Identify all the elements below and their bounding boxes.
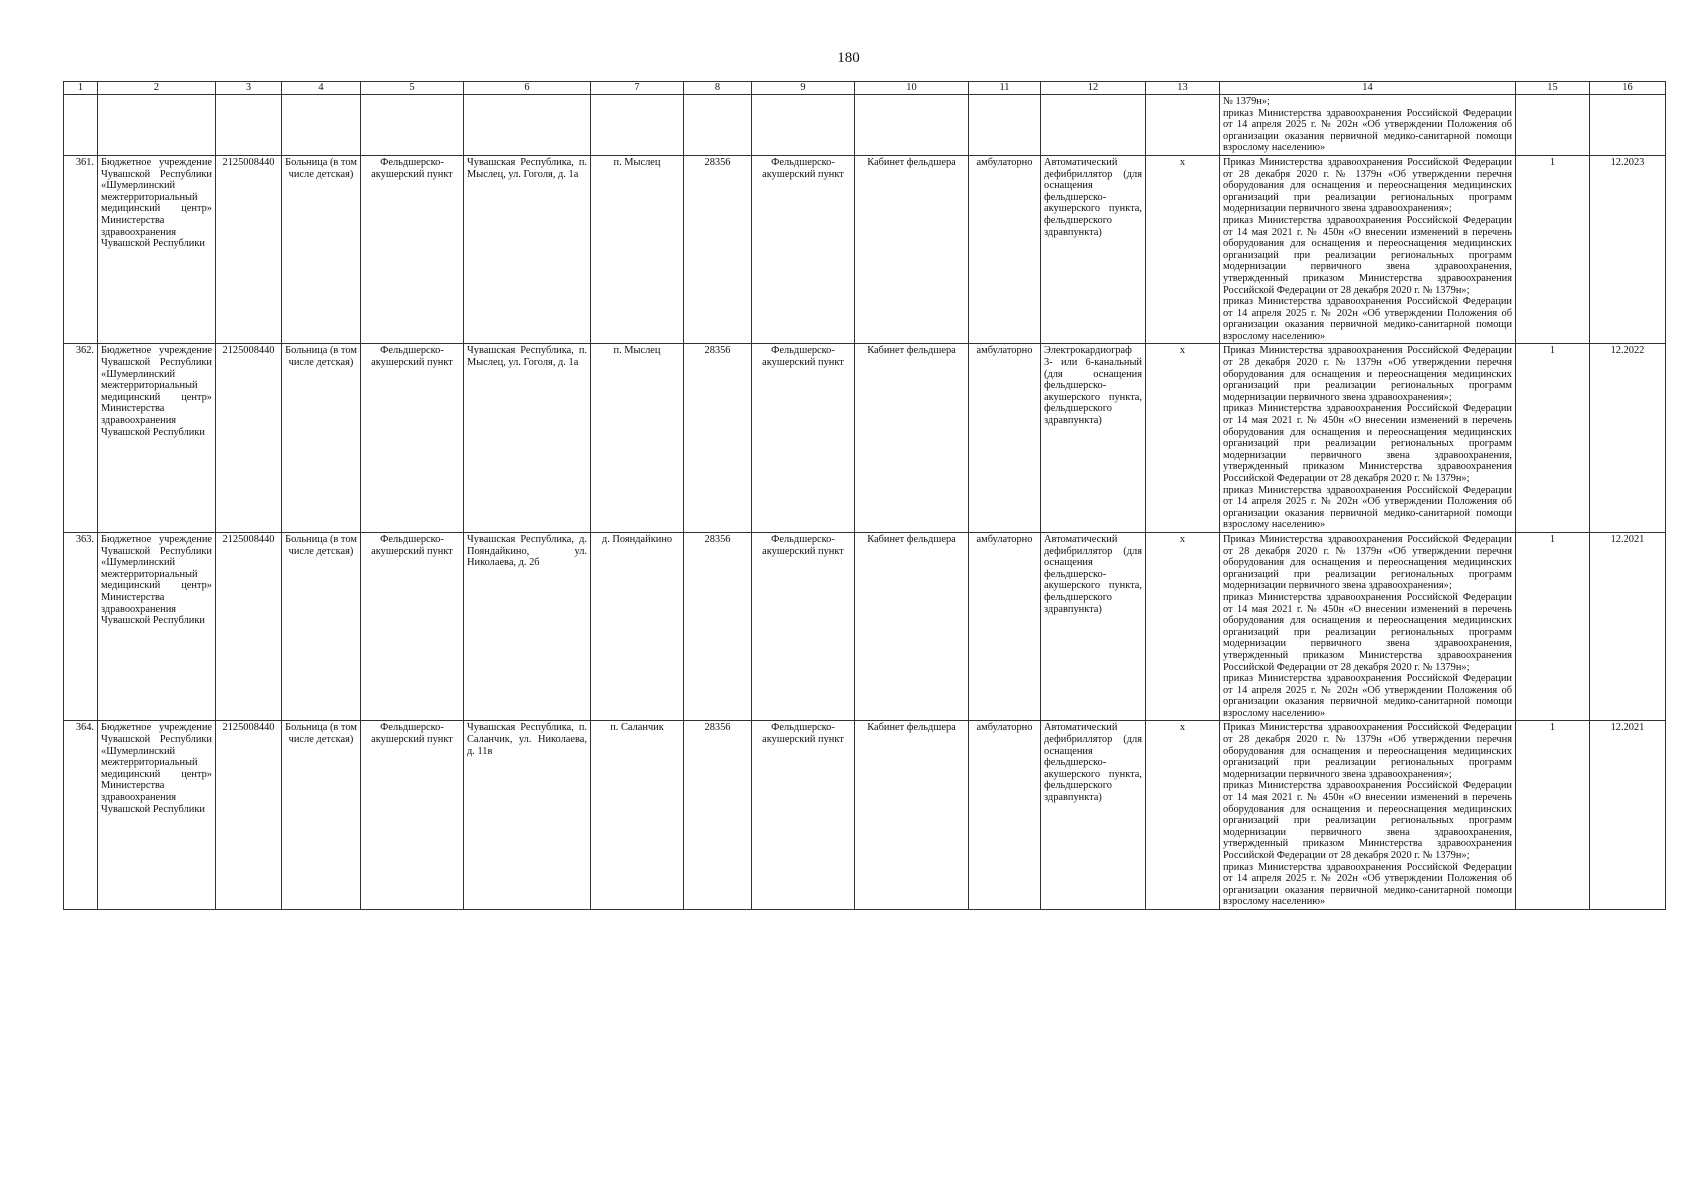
address-cell: Чувашская Республика, д. Пояндайкино, ул. Николаева, д. 2б [464,532,591,721]
unit-cell: Фельдшерско-акушерский пункт [752,532,855,721]
continuation-text: № 1379н»; приказ Министерства здравоохранения Российской Федерации от 14 апреля 2025 г. № 202н «Об утверждении Положения об организации оказания первичной медико-санитарной помощи взрослому населению» [1220,95,1516,156]
mark-cell: x [1146,155,1220,344]
column-header-15: 15 [1516,82,1590,95]
organization-name: Бюджетное учреждение Чувашской Республики «Шумерлинский межтерриториальный медицинский центр» Министерства здравоохранения Чувашской Республики [98,155,216,344]
equipment-cell: Электрокардиограф 3- или 6-канальный (для оснащения фельдшерско-акушерского пункта, фельдшерского здравпункта) [1041,344,1146,533]
column-header-11: 11 [969,82,1041,95]
column-header-8: 8 [684,82,752,95]
organization-name: Бюджетное учреждение Чувашской Республики «Шумерлинский межтерриториальный медицинский центр» Министерства здравоохранения Чувашской Республики [98,721,216,910]
inn-cell: 2125008440 [216,155,282,344]
quantity-cell: 1 [1516,155,1590,344]
unit-type: Фельдшерско-акушерский пункт [361,155,464,344]
unit-type: Фельдшерско-акушерский пункт [361,532,464,721]
legal-basis-cell: Приказ Министерства здравоохранения Российской Федерации от 28 декабря 2020 г. № 1379н «Об утверждении перечня оборудования для оснащения и переоснащения медицинских организаций при реализации региональных программ модернизации первичного звена здравоохранения»; приказ Министерства здравоохранения Российской Федерации от 14 мая 2021 г. № 450н «О внесении изменений в перечень оборудования для оснащения и переоснащения медицинских организаций при реализации региональных программ модернизации первичного звена здравоохранения, утвержденный приказом Министерства здравоохранения Российской Федерации от 28 декабря 2020 г. № 1379н»; приказ Министерства здравоохранения Российской Федерации от 14 апреля 2025 г. № 202н «Об утверждении Положения об организации оказания первичной медико-санитарной помощи взрослому населению» [1220,532,1516,721]
room-cell: Кабинет фельдшера [855,155,969,344]
date-cell: 12.2023 [1590,155,1666,344]
column-header-10: 10 [855,82,969,95]
column-number-row [64,82,1666,95]
quantity-cell: 1 [1516,721,1590,910]
unit-cell: Фельдшерско-акушерский пункт [752,721,855,910]
equipment-cell: Автоматический дефибриллятор (для оснащения фельдшерско-акушерского пункта, фельдшерского здравпункта) [1041,155,1146,344]
column-header-1: 1 [64,82,98,95]
column-header-2: 2 [98,82,216,95]
row-number: 363. [64,532,98,721]
population-cell: 28356 [684,155,752,344]
room-cell: Кабинет фельдшера [855,532,969,721]
column-header-4: 4 [282,82,361,95]
column-header-6: 6 [464,82,591,95]
settlement-cell: п. Мыслец [591,344,684,533]
address-cell: Чувашская Республика, п. Мыслец, ул. Гоголя, д. 1а [464,344,591,533]
organization-name: Бюджетное учреждение Чувашской Республики «Шумерлинский межтерриториальный медицинский центр» Министерства здравоохранения Чувашской Республики [98,532,216,721]
settlement-cell: д. Пояндайкино [591,532,684,721]
unit-type: Фельдшерско-акушерский пункт [361,344,464,533]
address-cell: Чувашская Республика, п. Саланчик, ул. Николаева, д. 11в [464,721,591,910]
continuation-row [64,95,1666,156]
inn-cell: 2125008440 [216,344,282,533]
mark-cell: x [1146,344,1220,533]
care-form-cell: амбулаторно [969,344,1041,533]
unit-cell: Фельдшерско-акушерский пункт [752,155,855,344]
inn-cell: 2125008440 [216,532,282,721]
population-cell: 28356 [684,532,752,721]
care-form-cell: амбулаторно [969,721,1041,910]
address-cell: Чувашская Республика, п. Мыслец, ул. Гоголя, д. 1а [464,155,591,344]
column-header-9: 9 [752,82,855,95]
facility-type: Больница (в том числе детская) [282,532,361,721]
inn-cell: 2125008440 [216,721,282,910]
settlement-cell: п. Саланчик [591,721,684,910]
equipment-cell: Автоматический дефибриллятор (для оснащения фельдшерско-акушерского пункта, фельдшерского здравпункта) [1041,532,1146,721]
table-row [64,344,1666,533]
room-cell: Кабинет фельдшера [855,344,969,533]
mark-cell: x [1146,532,1220,721]
column-header-14: 14 [1220,82,1516,95]
care-form-cell: амбулаторно [969,155,1041,344]
legal-basis-cell: Приказ Министерства здравоохранения Российской Федерации от 28 декабря 2020 г. № 1379н «Об утверждении перечня оборудования для оснащения и переоснащения медицинских организаций при реализации региональных программ модернизации первичного звена здравоохранения»; приказ Министерства здравоохранения Российской Федерации от 14 мая 2021 г. № 450н «О внесении изменений в перечень оборудования для оснащения и переоснащения медицинских организаций при реализации региональных программ модернизации первичного звена здравоохранения, утвержденный приказом Министерства здравоохранения Российской Федерации от 28 декабря 2020 г. № 1379н»; приказ Министерства здравоохранения Российской Федерации от 14 апреля 2025 г. № 202н «Об утверждении Положения об организации оказания первичной медико-санитарной помощи взрослому населению» [1220,721,1516,910]
column-header-5: 5 [361,82,464,95]
table-row [64,155,1666,344]
legal-basis-cell: Приказ Министерства здравоохранения Российской Федерации от 28 декабря 2020 г. № 1379н «Об утверждении перечня оборудования для оснащения и переоснащения медицинских организаций при реализации региональных программ модернизации первичного звена здравоохранения»; приказ Министерства здравоохранения Российской Федерации от 14 мая 2021 г. № 450н «О внесении изменений в перечень оборудования для оснащения и переоснащения медицинских организаций при реализации региональных программ модернизации первичного звена здравоохранения, утвержденный приказом Министерства здравоохранения Российской Федерации от 28 декабря 2020 г. № 1379н»; приказ Министерства здравоохранения Российской Федерации от 14 апреля 2025 г. № 202н «Об утверждении Положения об организации оказания первичной медико-санитарной помощи взрослому населению» [1220,344,1516,533]
unit-type: Фельдшерско-акушерский пункт [361,721,464,910]
table-row [64,532,1666,721]
quantity-cell: 1 [1516,344,1590,533]
quantity-cell: 1 [1516,532,1590,721]
table-row [64,721,1666,910]
column-header-7: 7 [591,82,684,95]
column-header-12: 12 [1041,82,1146,95]
care-form-cell: амбулаторно [969,532,1041,721]
page-number: 180 [837,50,860,66]
date-cell: 12.2021 [1590,721,1666,910]
row-number: 361. [64,155,98,344]
column-header-13: 13 [1146,82,1220,95]
facility-type: Больница (в том числе детская) [282,721,361,910]
settlement-cell: п. Мыслец [591,155,684,344]
legal-basis-cell: Приказ Министерства здравоохранения Российской Федерации от 28 декабря 2020 г. № 1379н «Об утверждении перечня оборудования для оснащения и переоснащения медицинских организаций при реализации региональных программ модернизации первичного звена здравоохранения»; приказ Министерства здравоохранения Российской Федерации от 14 мая 2021 г. № 450н «О внесении изменений в перечень оборудования для оснащения и переоснащения медицинских организаций при реализации региональных программ модернизации первичного звена здравоохранения, утвержденный приказом Министерства здравоохранения Российской Федерации от 28 декабря 2020 г. № 1379н»; приказ Министерства здравоохранения Российской Федерации от 14 апреля 2025 г. № 202н «Об утверждении Положения об организации оказания первичной медико-санитарной помощи взрослому населению» [1220,155,1516,344]
facility-type: Больница (в том числе детская) [282,344,361,533]
registry-table [63,81,1666,910]
column-header-16: 16 [1590,82,1666,95]
row-number: 364. [64,721,98,910]
room-cell: Кабинет фельдшера [855,721,969,910]
equipment-cell: Автоматический дефибриллятор (для оснащения фельдшерско-акушерского пункта, фельдшерского здравпункта) [1041,721,1146,910]
date-cell: 12.2022 [1590,344,1666,533]
mark-cell: x [1146,721,1220,910]
row-number: 362. [64,344,98,533]
date-cell: 12.2021 [1590,532,1666,721]
organization-name: Бюджетное учреждение Чувашской Республики «Шумерлинский межтерриториальный медицинский центр» Министерства здравоохранения Чувашской Республики [98,344,216,533]
unit-cell: Фельдшерско-акушерский пункт [752,344,855,533]
facility-type: Больница (в том числе детская) [282,155,361,344]
population-cell: 28356 [684,721,752,910]
column-header-3: 3 [216,82,282,95]
population-cell: 28356 [684,344,752,533]
